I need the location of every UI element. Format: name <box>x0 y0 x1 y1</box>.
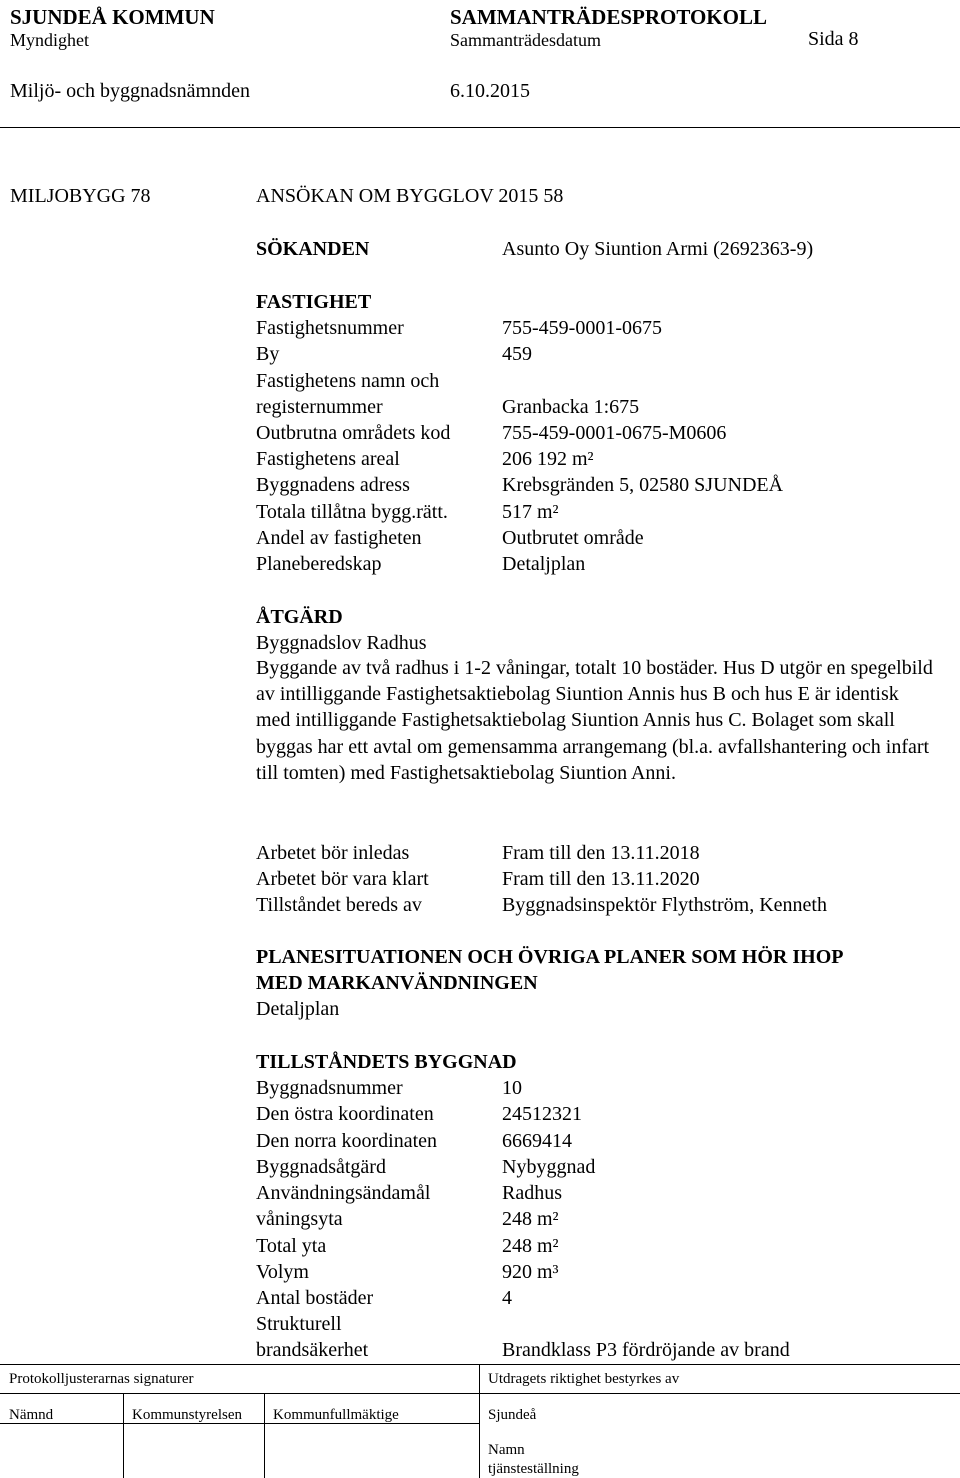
property-value: 206 192 m² <box>502 448 594 470</box>
building-label: Den östra koordinaten <box>256 1103 434 1125</box>
case-title: ANSÖKAN OM BYGGLOV 2015 58 <box>256 185 564 207</box>
property-label: Planeberedskap <box>256 553 382 575</box>
property-value: Detaljplan <box>502 553 586 575</box>
name-label: Namn <box>488 1442 525 1458</box>
building-value: Nybyggnad <box>502 1156 596 1178</box>
property-label: Outbrutna områdets kod <box>256 422 451 444</box>
footer-mid-rule <box>0 1393 960 1394</box>
applicant-value: Asunto Oy Siuntion Armi (2692363-9) <box>502 238 814 260</box>
building-label: brandsäkerhet <box>256 1339 369 1361</box>
property-label: Fastighetsnummer <box>256 317 404 339</box>
building-value: 6669414 <box>502 1130 572 1152</box>
building-heading: TILLSTÅNDETS BYGGNAD <box>256 1051 517 1073</box>
building-value: 10 <box>502 1077 522 1099</box>
schedule-value: Fram till den 13.11.2020 <box>502 868 700 890</box>
schedule-label: Arbetet bör vara klart <box>256 868 429 890</box>
property-value: Outbrutet område <box>502 527 644 549</box>
footer-col-divider <box>123 1393 124 1478</box>
footer-col-divider <box>264 1393 265 1478</box>
building-label: Användningsändamål <box>256 1182 431 1204</box>
footer-center-divider <box>479 1364 480 1478</box>
property-value: 459 <box>502 343 532 365</box>
plan-heading-line1: PLANESITUATIONEN OCH ÖVRIGA PLANER SOM HÖR IHOP <box>256 946 844 968</box>
building-label: Volym <box>256 1261 309 1283</box>
measure-heading: ÅTGÄRD <box>256 606 343 628</box>
position-label: tjänsteställning <box>488 1461 579 1477</box>
executive-board-label: Kommunstyrelsen <box>132 1407 242 1423</box>
footer-left-rule <box>0 1423 480 1424</box>
building-value: Brandklass P3 fördröjande av brand <box>502 1339 790 1361</box>
applicant-label: SÖKANDEN <box>256 238 370 260</box>
schedule-value: Fram till den 13.11.2018 <box>502 842 700 864</box>
plan-heading-line2: MED MARKANVÄNDNINGEN <box>256 972 538 994</box>
document-type: SAMMANTRÄDESPROTOKOLL <box>450 5 767 29</box>
building-label: Den norra koordinaten <box>256 1130 438 1152</box>
authority-name: Miljö- och byggnadsnämnden <box>10 80 250 102</box>
page-number: Sida 8 <box>808 28 859 50</box>
building-label: Byggnadsnummer <box>256 1077 403 1099</box>
footer-top-rule <box>0 1364 960 1365</box>
measure-type: Byggnadslov Radhus <box>256 632 427 654</box>
property-value: 755-459-0001-0675-M0606 <box>502 422 727 444</box>
signatures-label: Protokolljusterarnas signaturer <box>9 1371 194 1387</box>
schedule-label: Arbetet bör inledas <box>256 842 410 864</box>
meeting-date: 6.10.2015 <box>450 80 530 102</box>
property-heading: FASTIGHET <box>256 291 372 313</box>
plan-value: Detaljplan <box>256 998 340 1020</box>
board-label: Nämnd <box>9 1407 54 1423</box>
property-value: Granbacka 1:675 <box>502 396 640 418</box>
building-value: 920 m³ <box>502 1261 559 1283</box>
property-label: Fastighetens namn och <box>256 370 440 392</box>
authority-label: Myndighet <box>10 30 89 50</box>
building-value: Radhus <box>502 1182 562 1204</box>
building-value: 24512321 <box>502 1103 582 1125</box>
place-label: Sjundeå <box>488 1407 537 1423</box>
header-divider <box>0 127 960 128</box>
verified-by-label: Utdragets riktighet bestyrkes av <box>488 1371 680 1387</box>
building-value: 248 m² <box>502 1208 559 1230</box>
property-value: 517 m² <box>502 501 559 523</box>
property-label: By <box>256 343 280 365</box>
building-label: Antal bostäder <box>256 1287 374 1309</box>
schedule-value: Byggnadsinspektör Flythström, Kenneth <box>502 894 827 916</box>
case-number: MILJOBYGG 78 <box>10 185 151 207</box>
building-label: Total yta <box>256 1235 327 1257</box>
property-label: registernummer <box>256 396 383 418</box>
building-value: 4 <box>502 1287 512 1309</box>
building-label: Strukturell <box>256 1313 342 1335</box>
property-label: Andel av fastigheten <box>256 527 422 549</box>
municipality-name: SJUNDEÅ KOMMUN <box>10 5 215 29</box>
schedule-label: Tillståndet bereds av <box>256 894 422 916</box>
council-label: Kommunfullmäktige <box>273 1407 399 1423</box>
property-value: 755-459-0001-0675 <box>502 317 662 339</box>
property-label: Byggnadens adress <box>256 474 410 496</box>
property-label: Totala tillåtna bygg.rätt. <box>256 501 448 523</box>
building-label: Byggnadsåtgärd <box>256 1156 386 1178</box>
measure-description: Byggande av två radhus i 1-2 våningar, totalt 10 bostäder. Hus D utgör en spegelbild av intilliggande Fastighetsaktiebolag Siuntion Annis hus B och hus E är identisk med intilliggande Fastighetsaktiebolag Siuntion Annis hus C. Bolaget som skall byggas har ett avtal om gemensamma arrangemang (bl.a. avfallshantering och infart till tomten) med Fastighetsaktiebolag Siuntion Anni. <box>256 657 933 784</box>
property-label: Fastighetens areal <box>256 448 400 470</box>
building-value: 248 m² <box>502 1235 559 1257</box>
meeting-date-label: Sammanträdesdatum <box>450 30 601 50</box>
property-value: Krebsgränden 5, 02580 SJUNDEÅ <box>502 474 784 496</box>
building-label: våningsyta <box>256 1208 343 1230</box>
